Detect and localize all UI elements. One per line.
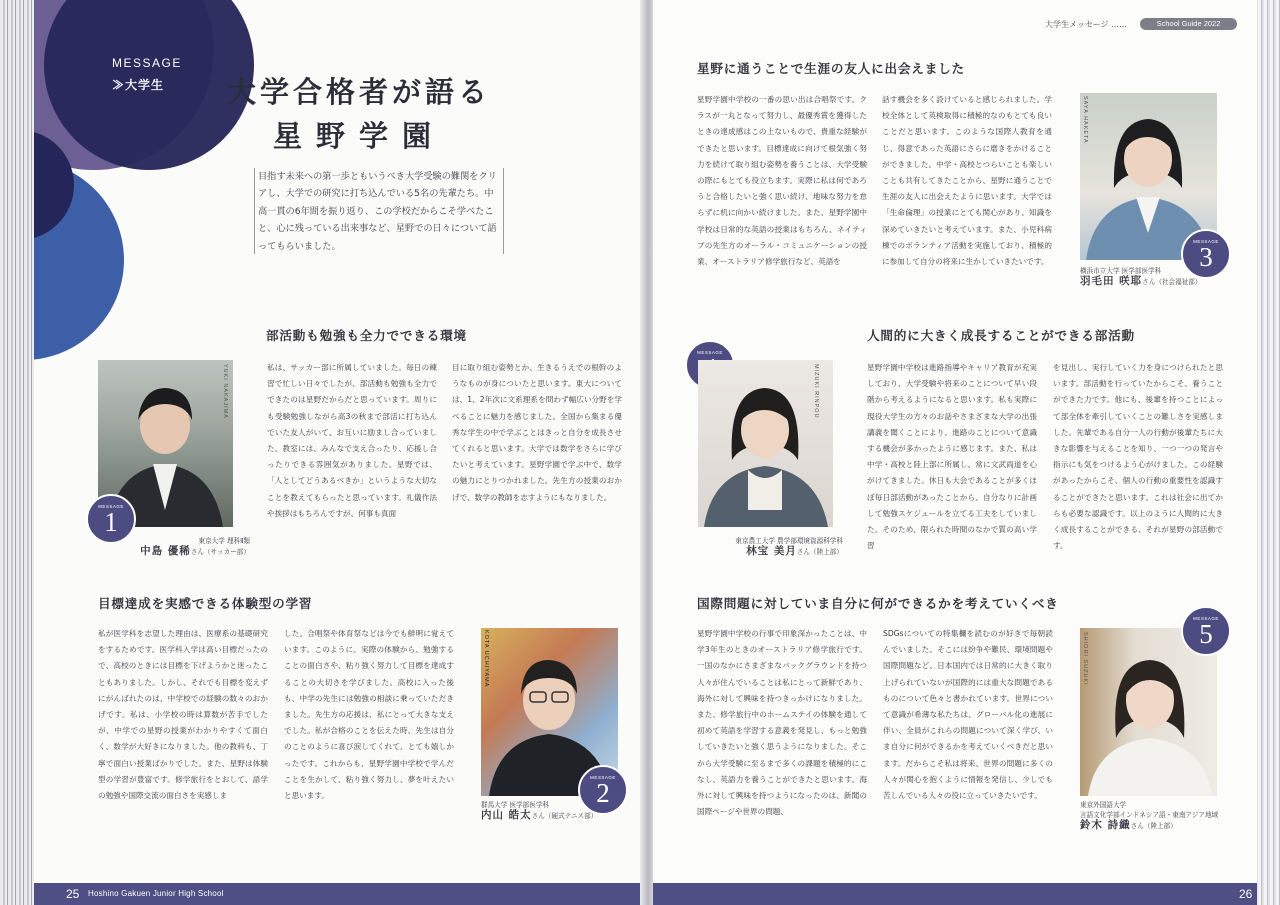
title-line-1: 大学合格者が語る: [227, 75, 492, 109]
message-label-sub: ≫大学生: [112, 78, 165, 92]
left-page-number: 25: [66, 887, 80, 901]
message-3-col1: 星野学園中学校の一番の思い出は合唱祭です。クラスが一丸となって努力し、最優秀賞を獲得したときの達成感はこの上ないもので、貴重な経験ができたと思います。目標達成に向けて根気強く努力を続けて取り組む姿勢を養うことは、大学受験の際にもとても役立ちます。実際に私は何であろうと合格したいと強く思い続け、地味な努力を怠らずに机に向かい続けました。また、星野学園中学校は日常的な英語の授業はもちろん、ネイティブの先生方のオーラル・コミュニケーションの授業、オーストラリア修学旅行など、英語を: [697, 95, 867, 267]
message-5-badge: [1181, 606, 1231, 656]
book-edge-right: [1256, 0, 1280, 905]
message-2-suffix: さん（硬式テニス部）: [531, 812, 598, 820]
message-1-title: 部活動も勉強も全力でできる環境: [266, 328, 467, 343]
header-pill: School Guide 2022: [1140, 18, 1237, 30]
message-5-badge-number: 5: [1199, 619, 1213, 649]
message-5-university: 東京外国語大学: [1080, 801, 1127, 809]
message-4-university: 東京農工大学 農学部環境資源科学科: [735, 537, 843, 545]
title-line-2: 星野学園: [273, 119, 446, 153]
message-1-badge-label: MESSAGE: [98, 504, 124, 509]
message-5-suffix: さん（陸上部）: [1130, 822, 1177, 830]
intro-text: 目指す未来への第一歩ともいうべき大学受験の難関をクリアし、大学での研究に打ち込んでいる5名の先輩たち。中高一貫の6年間を振り返り、この学校だからこそ学べたこと、心に残っている出来事など、星野での日々について語ってもらいました。: [258, 171, 497, 252]
message-2-badge-label: MESSAGE: [590, 775, 616, 780]
message-4-caption: [693, 536, 843, 557]
message-1-caption: [138, 536, 250, 557]
message-3-university: 横浜市立大学 医学部医学科: [1080, 267, 1162, 275]
message-3-caption: [1080, 266, 1230, 287]
right-page: [653, 0, 1257, 905]
message-3-badge-label: MESSAGE: [1193, 239, 1219, 244]
message-4-badge-label: MESSAGE: [697, 350, 723, 355]
message-4-suffix: さん（陸上部）: [796, 548, 843, 556]
message-2-name: 内山 皓太: [481, 809, 532, 821]
message-5-romaji: SHIORI SUZUKI: [1082, 632, 1088, 686]
message-5-title: 国際問題に対していま自分に何ができるかを考えていくべき: [697, 596, 1059, 611]
message-5-badge-label: MESSAGE: [1193, 616, 1219, 621]
message-5-university2: 言語文化学部インドネシア語・東南アジア地域: [1080, 811, 1219, 819]
message-2-badge-number: 2: [596, 778, 610, 808]
message-1-col2: 目に取り組む姿勢とか、生きるうえでの根幹のようなものが身についたと思います。東大については、1、2年次に文系理系を問わず幅広い分野を学べることに魅力を感じました。全国から集まる優秀な学生の中で学ぶことはきっと自分を成長させてくれると思います。大学では数学をさらに学びたいと考えています。星野学園で学ぶ中で、数学の魅力にとりつかれました。先生方の授業のおかげで、数学の教師を志すようにもなりました。: [452, 363, 622, 502]
right-footer: [653, 883, 1257, 905]
message-5-caption: [1080, 800, 1245, 831]
message-1-name: 中島 優稀: [140, 545, 191, 557]
left-page: [34, 0, 643, 905]
page-title: [227, 70, 491, 158]
header-tag: 大学生メッセージ ……: [1045, 20, 1128, 29]
message-3-name: 羽毛田 咲耶: [1080, 275, 1143, 287]
message-3-romaji: SAYA HAKETA: [1082, 96, 1088, 144]
message-2-romaji: KOTA UCHIYAMA: [483, 630, 489, 688]
book-edge-left: [0, 0, 36, 905]
message-5-col1: 星野学園中学校の行事で印象深かったことは、中学3年生のときのオーストラリア修学旅行です。一国のなかにさまざまなバックグラウンドを持つ人々が住んでいることは私にとって新鮮であり、海外に対して興味を持つきっかけになりました。また、修学旅行中のホームステイの体験を通して初めて英語を学習する意義を発見し、もっと勉強していきたいと強く思うようになりました。そこから大学受験に至るまで多くの課題を積極的にこなし、英語力を養うことができたと思います。海外に対して興味を持つようになったのは、新聞の国際ページや世界の問題、: [697, 629, 867, 817]
message-2-title: 目標達成を実感できる体験型の学習: [98, 596, 313, 611]
message-3-suffix: さん（社会福祉部）: [1142, 278, 1202, 286]
message-1-university: 東京大学 理科Ⅱ類: [198, 537, 250, 545]
message-3-badge-number: 3: [1199, 242, 1213, 272]
message-1-badge: [86, 494, 136, 544]
message-3-title: 星野に通うことで生涯の友人に出会えました: [697, 61, 965, 76]
left-footer: [34, 883, 643, 905]
message-label: [112, 56, 182, 93]
message-5-col2: SDGsについての特集欄を読むのが好きで毎朝読んでいました。そこには紛争や難民、環境問題や国際問題など、日本国内では日常的に大きく取り上げられていないが国際的には重大な問題であるものについて色々と書かれています。世界について意識が希薄な私たちは、グローバル化の進展に伴い、全員がこれらの問題について深く学び、いま自分に何ができるかを考えていくべきだと思います。だからこそ私は将来、世界の問題に多くの人々が関心を抱くように情報を発信し、少しでも苦しんでいる人々の役に立っていきたいです。: [883, 629, 1053, 801]
message-1-suffix: さん（サッカー部）: [190, 548, 250, 556]
message-1-col1: 私は、サッカー部に所属していました。毎日の練習で忙しい日々でしたが、部活動も勉強も全力でできたのは星野だからだと思っています。周りにも受験勉強しながら高3の秋まで部活に打ち込んでいた友人がいて、お互いに励まし合っていました。教室には、みんなで支え合ったり、応援し合ったりできる雰囲気がありました。星野では、「人としてどうあるべきか」というような大切なことを教えてもらったと思っています。礼儀作法や挨拶はもちろんですが、何事も真面: [267, 363, 437, 518]
message-3-col2: 話す機会を多く設けていると感じられました。学校全体として英検取得に積極的なのもとても良いことだと思います。このような国際人教育を通じ、得意であった英語にさらに磨きをかけることができました。中学・高校とつらいことも楽しいことも共有してきたことから、星野に通うことで生涯の友人に出会えたように思います。大学では「生命倫理」の授業にとても関心があり、知識を深めていきたいと考えています。また、小児科病棟でのボランティア活動を実施しており、積極的に参加して自分の将来に生かしていきたいです。: [882, 95, 1052, 267]
right-page-number: 26: [1239, 887, 1253, 901]
message-1-romaji: YUKI NAKAJIMA: [222, 364, 228, 419]
message-2-col2: した。合唱祭や体育祭などは今でも鮮明に覚えています。このように、実際の体験から、勉強することの面白さや、粘り強く努力して目標を達成することの大切さを学びました。高校に入った後も、中学の先生には勉強の相談に乗っていただきました。先生方の応援は、私にとって大きな支えでした。私が合格のことを伝えた時、先生は自分のことのように喜び涙してくれて、とても嬉しかったです。これからも、星野学園中学校で学んだことを生かして、粘り強く努力し、夢を叶えたいと思います。: [284, 629, 454, 801]
message-2-university: 群馬大学 医学部医学科: [481, 801, 550, 809]
message-5-name: 鈴木 詩織: [1080, 819, 1131, 831]
message-label-en: MESSAGE: [112, 56, 182, 70]
message-4-name: 林宝 美月: [746, 545, 797, 557]
left-footer-school: Hoshino Gakuen Junior High School: [88, 889, 224, 898]
message-4-col1: 星野学園中学校は進路指導やキャリア教育が充実しており、大学受験や将来のことについて早い段階から考えるようになると思います。私も実際に現役大学生の方々のお話やさまざまな大学の出張講義を聞くことにより、進路のことについて意識する機会が多かったように感じます。また、私は中学・高校と陸上部に所属し、常に文武両道を心がけてきました。休日も大会であることが多くほぼ毎日部活動があったことから、自分なりに計画して勉強スケジュールを立てる工夫をしていました。そのため、限られた時間のなかで質の高い学習: [867, 363, 1037, 551]
message-4-col2: を見出し、実行していく力を身につけられたと思います。部活動を行っていたからこそ、養うことができた力です。他にも、後輩を持つことによって部全体を牽引していくことの難しさを実感しました。先輩である自分一人の行動が後輩たちに大きな影響を与えることを知り、一つ一つの発言や指示にも気をつけるよう心がけました。この経験があったからこそ、個人の行動の重要性を認識することができたと思います。これは社会に出てからも必要な認識です。以上のように人間的に大きく成長することができる、それが星野の部活動です。: [1053, 363, 1223, 551]
message-4-title: 人間的に大きく成長することができる部活動: [867, 328, 1135, 343]
message-2-caption: [481, 800, 621, 821]
message-4-romaji: MIZUKI RINPOU: [813, 364, 819, 419]
message-1-badge-number: 1: [104, 507, 118, 537]
message-2-col1: 私が医学科を志望した理由は、医療系の基礎研究をするためです。医学科入学は高い目標だったので、高校のときには目標を下げようかと迷ったこともありました。しかし、それでも目標を変えずにがんばれたのは、中学校での経験の数々のおかげです。私は、小学校の時は算数が苦手でしたが、中学での星野の授業がわかりやすくて面白く、数学が大好きになりました。他の教科も、丁寧で面白い授業ばかりでした。また、星野は体験型の学習が豊富です。修学旅行をとおして、語学の勉強や国際交流の面白さを実感しま: [98, 629, 268, 801]
